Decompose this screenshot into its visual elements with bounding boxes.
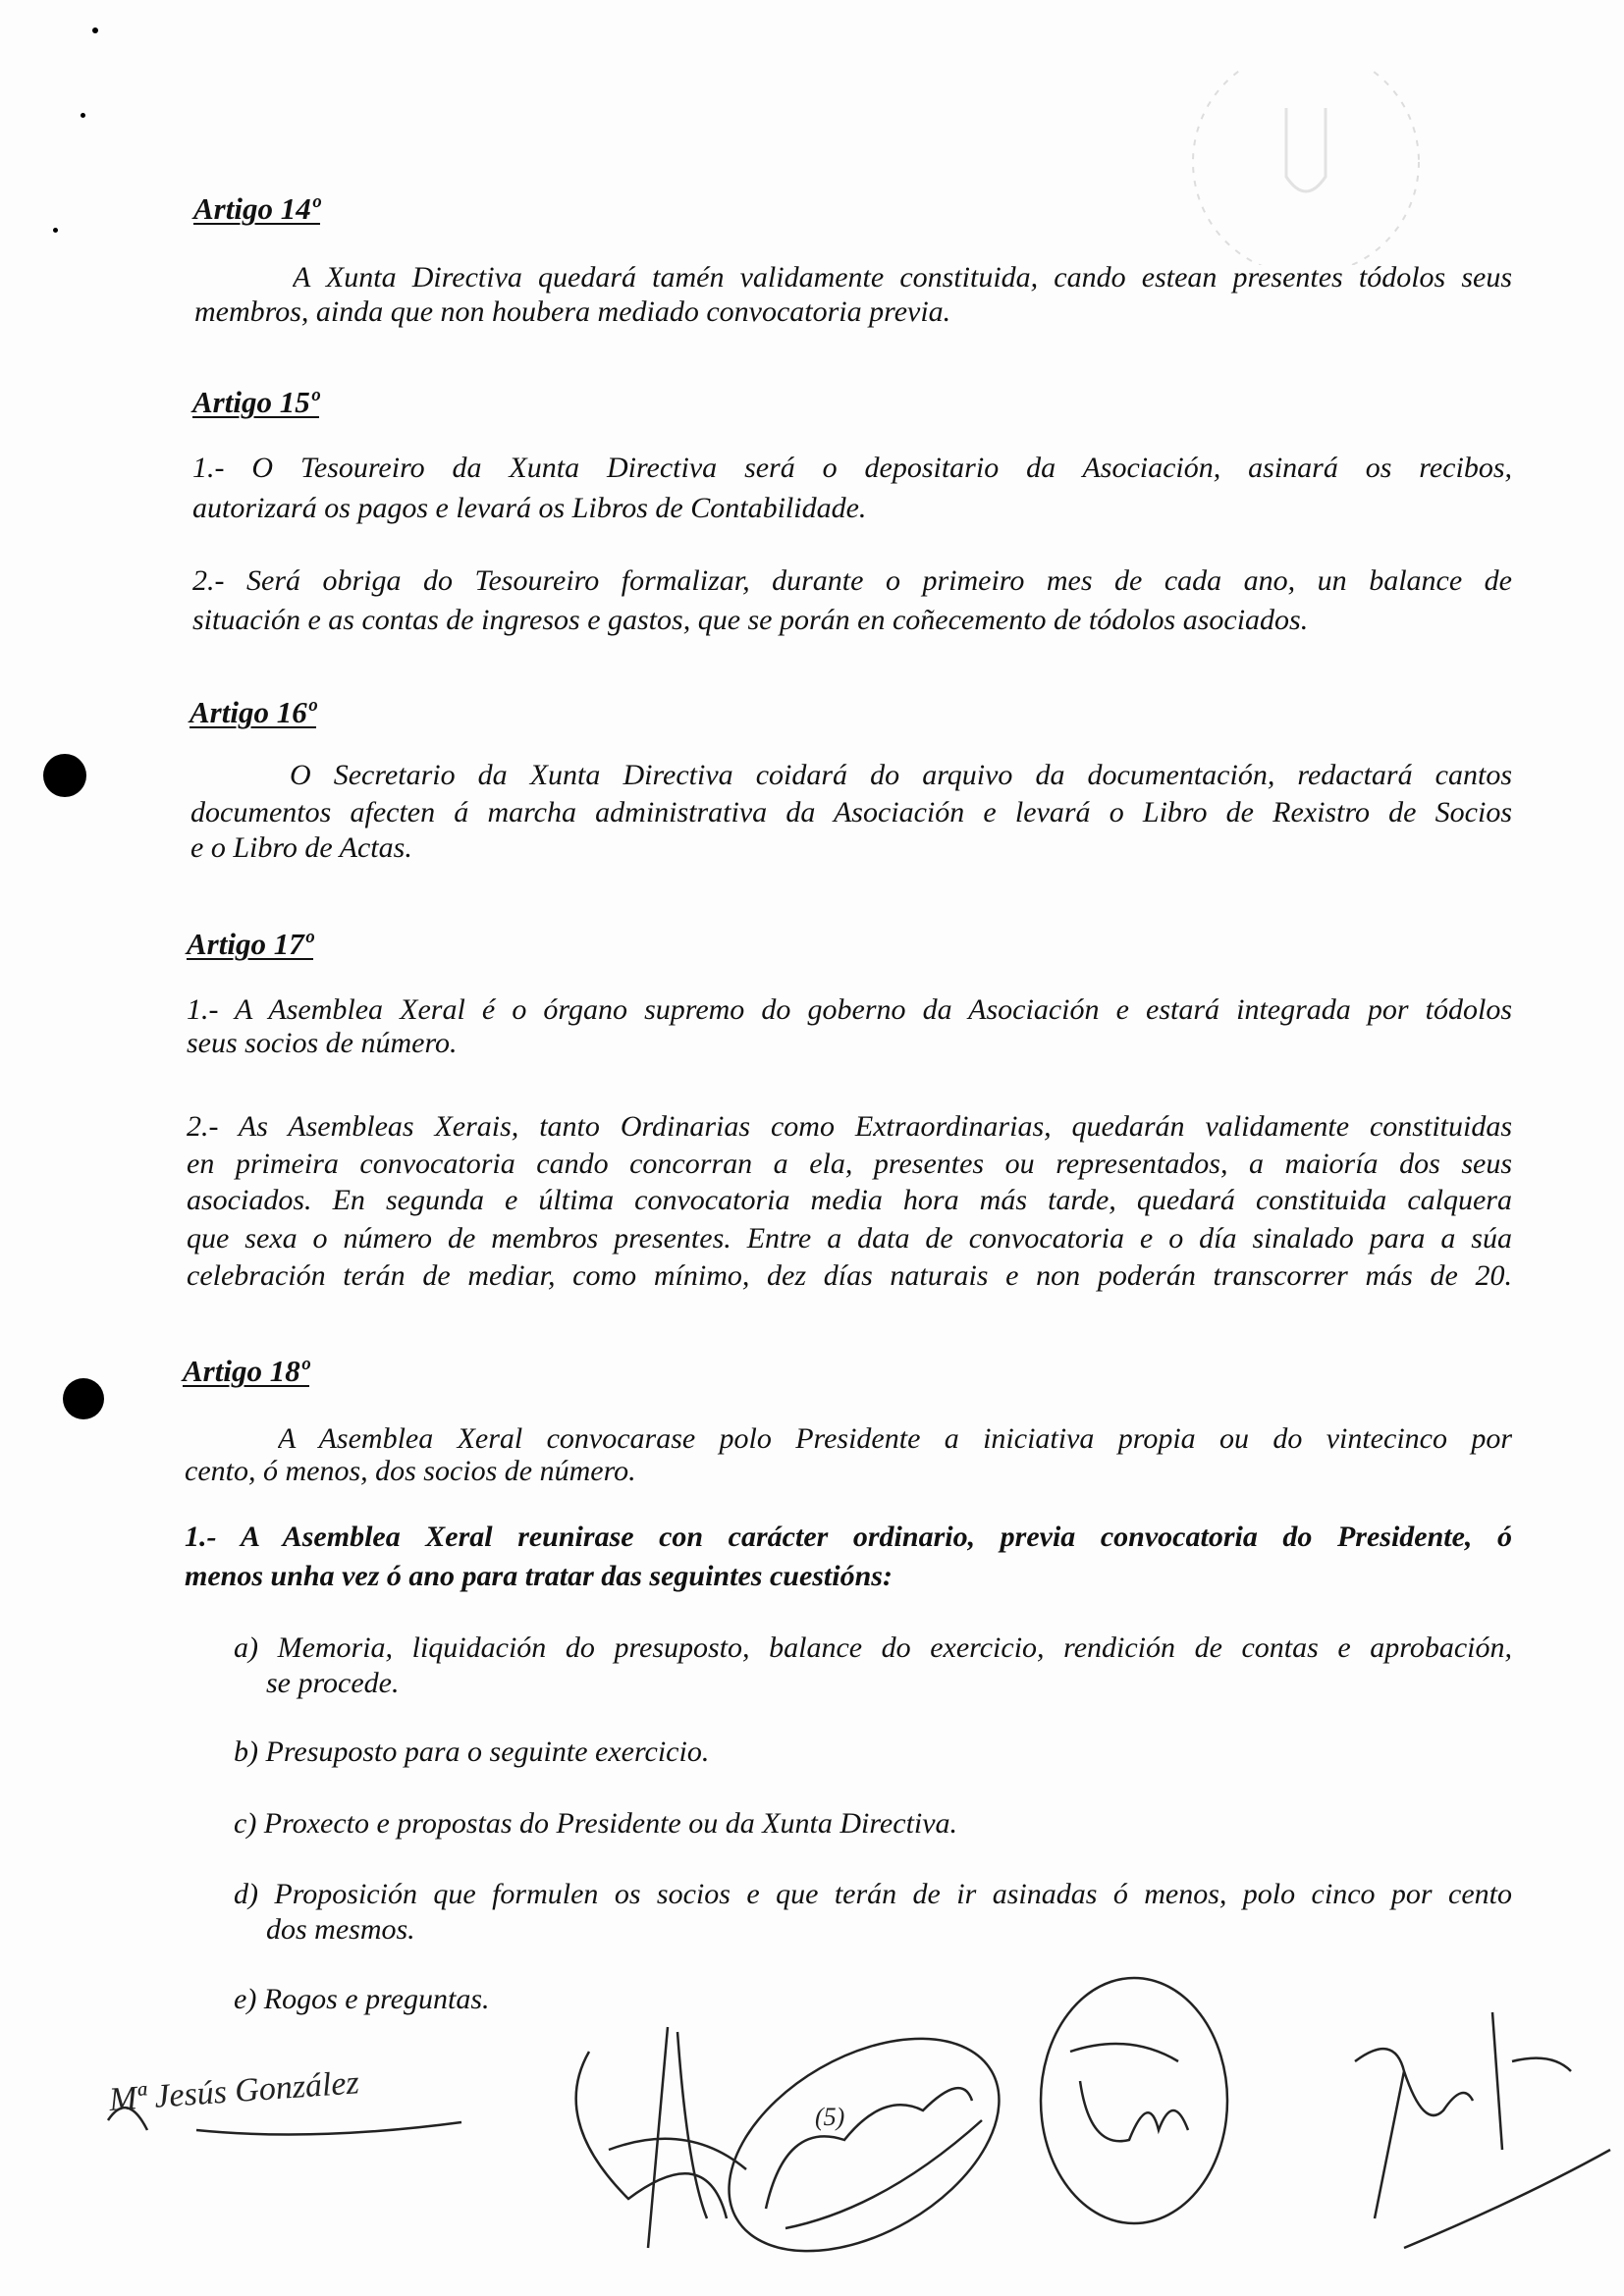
text-line: A Asemblea Xeral convocarase polo Presidente a iniciativa propia ou do vintecinco por: [278, 1422, 1512, 1455]
text-line: seus socios de número.: [187, 1027, 458, 1059]
text-line: 2.- Será obriga do Tesoureiro formalizar, durante o primeiro mes de cada ano, un balance de: [192, 564, 1512, 597]
text-line: a) Memoria, liquidación do presuposto, balance do exercicio, rendición de contas e aprobación,: [234, 1631, 1512, 1664]
page-number: (5): [815, 2103, 845, 2131]
text-line: cento, ó menos, dos socios de número.: [185, 1455, 636, 1487]
signature-4: [1041, 1978, 1227, 2223]
text-line: autorizará os pagos e levará os Libros de Contabilidade.: [192, 492, 867, 524]
text-line: asociados. En segunda e última convocatoria media hora más tarde, quedará constituida calquera: [187, 1184, 1512, 1216]
article-heading: Artigo 15º: [192, 385, 320, 419]
text-line: menos unha vez ó ano para tratar das seguintes cuestións:: [185, 1560, 893, 1592]
text-line: 1.- A Asemblea Xeral é o órgano supremo do goberno da Asociación e estará integrada por tódolos: [187, 993, 1512, 1026]
text-line: b) Presuposto para o seguinte exercicio.: [234, 1735, 710, 1768]
scan-speck: [92, 27, 98, 33]
text-line: O Secretario da Xunta Directiva coidará do arquivo da documentación, redactará cantos: [290, 759, 1512, 791]
signature-5: [1355, 2012, 1610, 2248]
text-line: e) Rogos e preguntas.: [234, 1983, 490, 2015]
text-line: celebración terán de mediar, como mínimo, dez días naturais e non poderán transcorrer más de 20.: [187, 1259, 1512, 1292]
punch-hole-mark: [63, 1378, 104, 1419]
text-line: e o Libro de Actas.: [190, 831, 412, 864]
text-line: d) Proposición que formulen os socios e que terán de ir asinadas ó menos, polo cinco por cento: [234, 1878, 1512, 1910]
signatures-area: [0, 1973, 1624, 2287]
text-line: que sexa o número de membros presentes. Entre a data de convocatoria e o día sinalado para a súa: [187, 1222, 1512, 1255]
text-line: A Xunta Directiva quedará tamén validamente constituida, cando estean presentes tódolos seus: [293, 261, 1512, 294]
signature-3: [692, 1995, 1036, 2287]
signature-1-name: Mª Jesús González: [107, 2064, 360, 2118]
text-line: c) Proxecto e propostas do Presidente ou da Xunta Directiva.: [234, 1807, 958, 1840]
text-line: dos mesmos.: [266, 1913, 415, 1946]
scan-speck: [53, 228, 58, 233]
article-heading: Artigo 16º: [189, 695, 317, 729]
article-heading: Artigo 18º: [183, 1354, 310, 1388]
punch-hole-mark: [43, 754, 86, 797]
text-line: en primeira convocatoria cando concorran a ela, presentes ou representados, a maioría dos seus: [187, 1148, 1512, 1180]
scan-speck: [81, 113, 85, 118]
article-heading: Artigo 17º: [187, 927, 314, 961]
text-line: membros, ainda que non houbera mediado convocatoria previa.: [194, 295, 951, 328]
text-line: situación e as contas de ingresos e gastos, que se porán en coñecemento de tódolos asociados.: [192, 604, 1309, 636]
article-heading: Artigo 14º: [193, 191, 321, 226]
text-line: se procede.: [266, 1667, 400, 1699]
text-line: 2.- As Asembleas Xerais, tanto Ordinarias como Extraordinarias, quedarán validamente constituidas: [187, 1110, 1512, 1143]
text-line: 1.- O Tesoureiro da Xunta Directiva será o depositario da Asociación, asinará os recibos,: [192, 452, 1512, 484]
signature-2: [576, 2027, 746, 2248]
text-line: 1.- A Asemblea Xeral reunirase con carácter ordinario, previa convocatoria do Presidente, ó: [185, 1521, 1512, 1553]
text-line: documentos afecten á marcha administrativa da Asociación e levará o Libro de Rexistro de Socios: [190, 796, 1512, 828]
faded-stamp: [1178, 69, 1434, 265]
